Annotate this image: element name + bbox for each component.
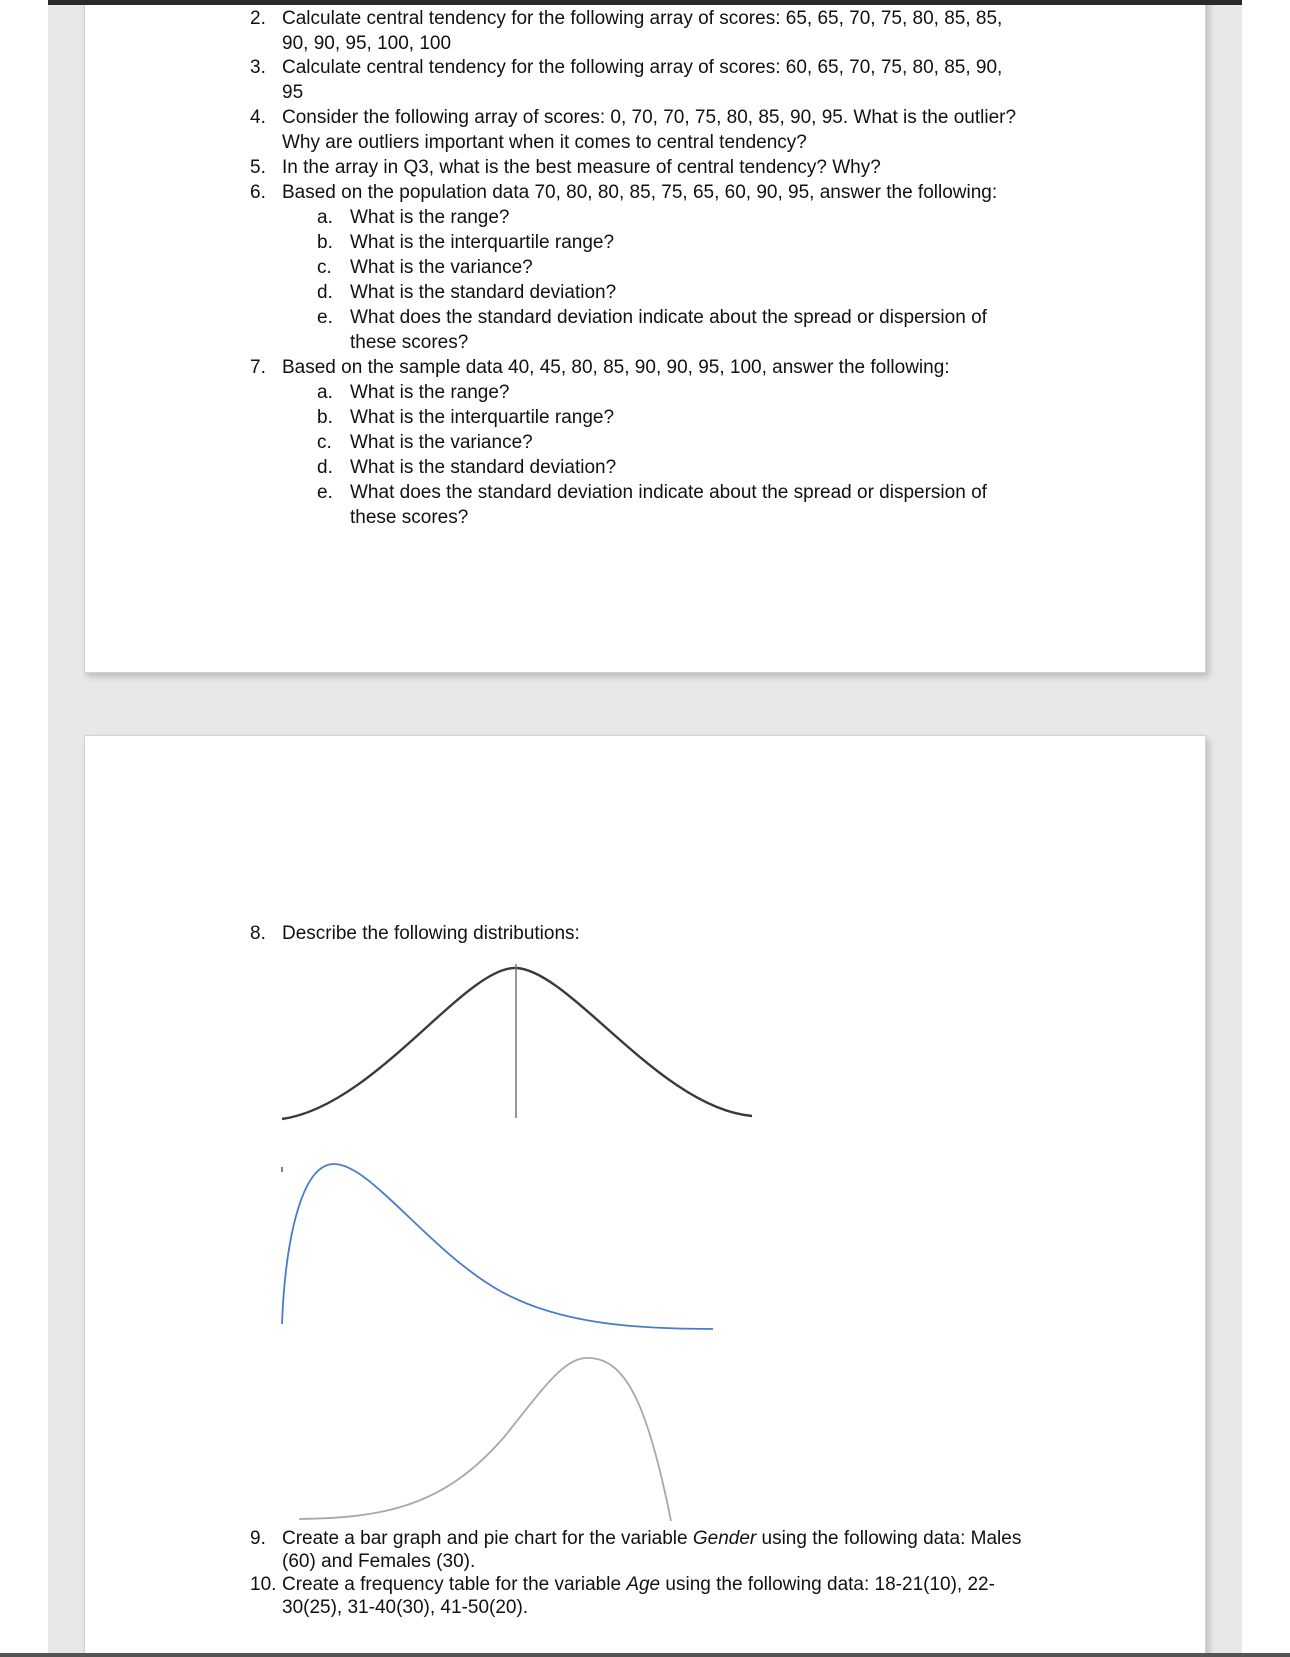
document-page-2 [84,735,1206,1657]
question-9-text-before: Create a bar graph and pie chart for the variable [282,1528,693,1549]
sub-letter: c. [317,257,332,278]
sub-letter: a. [317,207,333,228]
question-10-line-1 [282,1572,995,1597]
question-9-text-after: using the following data: Males [756,1528,1022,1549]
question-number: 3. [250,57,266,78]
question-7e-line-2: these scores? [350,507,469,528]
question-10-variable: Age [626,1574,661,1595]
question-number: 4. [250,107,266,128]
sub-letter: d. [317,282,333,303]
question-6-line-1: Based on the population data 70, 80, 80, 85, 75, 65, 60, 90, 95, answer the following: [282,182,998,203]
question-number: 7. [250,357,266,378]
positive-skew-curve [282,1164,713,1329]
question-7d: What is the standard deviation? [350,457,617,478]
question-number: 2. [250,8,266,29]
sub-letter: e. [317,307,333,328]
question-10-text-after: using the following data: 18-21(10), 22- [660,1574,995,1595]
question-7a: What is the range? [350,382,510,403]
question-4-line-2: Why are outliers important when it comes to central tendency? [282,132,807,153]
question-3-line-1: Calculate central tendency for the following array of scores: 60, 65, 70, 75, 80, 85, 90, [282,57,1003,78]
question-4-line-1: Consider the following array of scores: 0, 70, 70, 75, 80, 85, 90, 95. What is the outlier? [282,107,1017,128]
sub-letter: b. [317,232,333,253]
question-9-line-2: (60) and Females (30). [282,1551,476,1572]
question-6c: What is the variance? [350,257,533,278]
question-number: 8. [250,923,266,944]
question-3-line-2: 95 [282,82,304,103]
question-number: 9. [250,1528,266,1549]
question-2-line-1: Calculate central tendency for the following array of scores: 65, 65, 70, 75, 80, 85, 85, [282,8,1003,29]
normal-distribution-curve [282,968,752,1119]
question-8-line-1: Describe the following distributions: [282,923,580,944]
question-6b: What is the interquartile range? [350,232,615,253]
sub-letter: b. [317,407,333,428]
question-7c: What is the variance? [350,432,533,453]
question-7e-line-1: What does the standard deviation indicate about the spread or dispersion of [350,482,987,503]
question-7b: What is the interquartile range? [350,407,615,428]
sub-letter: d. [317,457,333,478]
document-viewer[interactable] [48,0,1242,1657]
question-10-text-before: Create a frequency table for the variable [282,1574,627,1595]
question-6d: What is the standard deviation? [350,282,617,303]
viewer-top-edge [48,0,1242,5]
question-10-line-2: 30(25), 31-40(30), 41-50(20). [282,1597,529,1618]
question-6a: What is the range? [350,207,510,228]
sub-letter: c. [317,432,332,453]
distribution-curves [85,736,1205,1657]
question-9-variable: Gender [692,1528,757,1549]
sub-letter: a. [317,382,333,403]
question-6e-line-1: What does the standard deviation indicate about the spread or dispersion of [350,307,987,328]
question-7-line-1: Based on the sample data 40, 45, 80, 85, 90, 90, 95, 100, answer the following: [282,357,950,378]
document-page-1 [84,0,1206,673]
question-6e-line-2: these scores? [350,332,469,353]
question-9-line-1 [282,1526,1021,1551]
question-2-line-2: 90, 90, 95, 100, 100 [282,33,452,54]
viewer-bottom-edge [0,1653,1290,1657]
question-number: 10. [250,1574,277,1595]
question-number: 6. [250,182,266,203]
sub-letter: e. [317,482,333,503]
question-number: 5. [250,157,266,178]
negative-skew-curve [299,1358,671,1521]
question-5-line-1: In the array in Q3, what is the best measure of central tendency? Why? [282,157,881,178]
